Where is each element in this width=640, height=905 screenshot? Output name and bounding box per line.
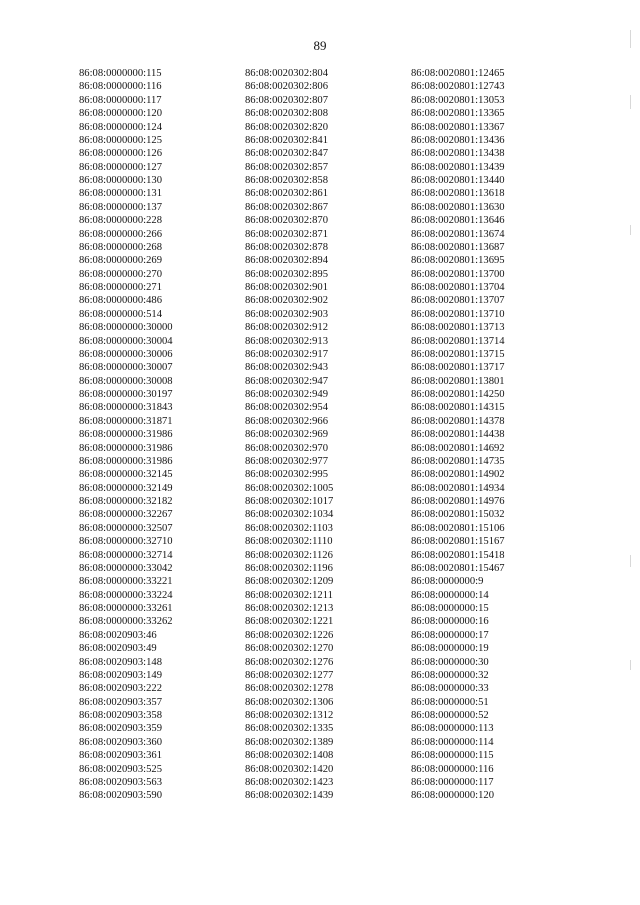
cadastral-number: 86:08:0020801:15106 [411,522,505,534]
cadastral-number: 86:08:0000000:117 [411,776,494,788]
cadastral-number: 86:08:0020801:13710 [411,308,505,320]
cadastral-number: 86:08:0020302:895 [245,268,328,280]
cadastral-number: 86:08:0000000:124 [79,121,162,133]
cadastral-number: 86:08:0000000:52 [411,710,489,721]
cadastral-number: 86:08:0020801:14378 [411,415,505,427]
cadastral-number: 86:08:0000000:15 [411,603,489,614]
cadastral-number: 86:08:0000000:131 [79,188,162,200]
cadastral-number: 86:08:0020801:13439 [411,161,505,173]
cadastral-number: 86:08:0020302:969 [245,429,328,441]
cadastral-number: 86:08:0020302:1312 [245,710,334,721]
cadastral-number: 86:08:0020801:13801 [411,375,505,387]
cadastral-number: 86:08:0000000:30008 [79,375,173,387]
cadastral-number: 86:08:0020302:995 [245,469,328,481]
cadastral-number: 86:08:0020903:361 [79,750,162,762]
cadastral-number: 86:08:0020302:870 [245,215,328,227]
cadastral-number: 86:08:0020302:861 [245,188,328,200]
cadastral-number: 86:08:0020302:1034 [245,509,334,521]
cadastral-number: 86:08:0000000:31986 [79,455,173,467]
cadastral-number: 86:08:0020302:1110 [245,536,333,548]
cadastral-number: 86:08:0020302:966 [245,415,328,427]
cadastral-number: 86:08:0000000:486 [79,295,162,307]
cadastral-number: 86:08:0020302:806 [245,81,328,93]
cadastral-number: 86:08:0000000:268 [79,241,162,253]
cadastral-number: 86:08:0020801:13700 [411,268,505,280]
cadastral-number: 86:08:0000000:116 [79,81,162,93]
cadastral-number: 86:08:0020302:1278 [245,683,334,695]
cadastral-number: 86:08:0020302:1017 [245,496,334,507]
cadastral-number: 86:08:0000000:30000 [79,322,173,334]
cadastral-number: 86:08:0020801:15167 [411,536,505,548]
cadastral-number: 86:08:0000000:19 [411,643,489,655]
cadastral-number: 86:08:0000000:137 [79,201,162,213]
cadastral-number: 86:08:0000000:31986 [79,429,173,441]
cadastral-number: 86:08:0020801:15032 [411,509,505,521]
cadastral-number: 86:08:0020801:13714 [411,335,505,347]
cadastral-number: 86:08:0000000:269 [79,255,162,267]
cadastral-number: 86:08:0020302:1423 [245,776,334,788]
cadastral-number: 86:08:0020801:13365 [411,108,505,120]
cadastral-number: 86:08:0000000:33 [411,683,489,695]
cadastral-number: 86:08:0020302:954 [245,402,328,414]
cadastral-number: 86:08:0000000:33261 [79,603,173,614]
scan-edge-mark [630,555,631,567]
cadastral-number: 86:08:0020801:13717 [411,362,505,374]
cadastral-number: 86:08:0020801:15467 [411,562,505,574]
cadastral-number: 86:08:0020302:912 [245,322,328,334]
cadastral-number: 86:08:0020302:807 [245,94,328,106]
cadastral-number: 86:08:0000000:31843 [79,402,173,414]
cadastral-number: 86:08:0020801:14692 [411,442,505,454]
cadastral-number: 86:08:0020903:358 [79,710,162,721]
cadastral-number: 86:08:0000000:30 [411,656,489,668]
cadastral-number: 86:08:0020903:46 [79,629,157,641]
cadastral-number: 86:08:0020302:878 [245,241,328,253]
cadastral-number: 86:08:0020801:13630 [411,201,505,213]
cadastral-number: 86:08:0000000:117 [79,94,162,106]
cadastral-number: 86:08:0020801:14438 [411,429,505,441]
cadastral-number: 86:08:0000000:32710 [79,536,173,548]
cadastral-number: 86:08:0020302:857 [245,161,328,173]
cadastral-number: 86:08:0020302:1126 [245,549,333,561]
cadastral-number: 86:08:0020302:949 [245,389,328,400]
cadastral-number: 86:08:0000000:113 [411,723,494,735]
cadastral-number: 86:08:0000000:33221 [79,576,173,588]
cadastral-number: 86:08:0020801:13704 [411,282,505,293]
cadastral-number: 86:08:0020903:525 [79,763,162,775]
cadastral-number: 86:08:0020302:820 [245,121,328,133]
cadastral-number: 86:08:0020302:894 [245,255,328,267]
cadastral-number: 86:08:0020903:360 [79,736,162,748]
cadastral-number: 86:08:0000000:270 [79,268,162,280]
cadastral-number: 86:08:0000000:514 [79,308,162,320]
cadastral-number: 86:08:0020801:14976 [411,496,505,507]
cadastral-number: 86:08:0000000:228 [79,215,162,227]
cadastral-number: 86:08:0000000:32714 [79,549,173,561]
scan-edge-mark [630,660,631,670]
cadastral-number: 86:08:0020302:1213 [245,603,334,614]
cadastral-number: 86:08:0020801:13436 [411,134,505,146]
cadastral-number: 86:08:0020302:804 [245,68,328,79]
cadastral-number: 86:08:0000000:33042 [79,562,173,574]
cadastral-number: 86:08:0020302:1226 [245,629,334,641]
cadastral-number: 86:08:0020903:149 [79,669,162,681]
cadastral-number: 86:08:0020801:13674 [411,228,505,240]
cadastral-number: 86:08:0000000:115 [79,68,162,79]
cadastral-number: 86:08:0000000:30197 [79,389,173,400]
cadastral-number: 86:08:0000000:30006 [79,348,173,360]
cadastral-number: 86:08:0020302:1335 [245,723,334,735]
cadastral-number: 86:08:0020302:841 [245,134,328,146]
cadastral-number: 86:08:0020302:943 [245,362,328,374]
cadastral-number: 86:08:0020302:1306 [245,696,334,708]
cadastral-number: 86:08:0020801:13715 [411,348,505,360]
cadastral-number: 86:08:0020801:13707 [411,295,505,307]
cadastral-number: 86:08:0000000:126 [79,148,162,160]
cadastral-number: 86:08:0020302:1005 [245,482,334,494]
cadastral-number: 86:08:0020801:12743 [411,81,505,93]
cadastral-number: 86:08:0020302:1211 [245,589,333,601]
cadastral-number: 86:08:0020801:14735 [411,455,505,467]
cadastral-number: 86:08:0020801:13646 [411,215,505,227]
cadastral-number: 86:08:0020903:590 [79,790,162,802]
cadastral-number: 86:08:0020302:1209 [245,576,334,588]
cadastral-number: 86:08:0020302:1103 [245,522,333,534]
cadastral-number: 86:08:0020903:563 [79,776,162,788]
cadastral-number: 86:08:0000000:30007 [79,362,173,374]
cadastral-number: 86:08:0000000:120 [411,790,494,802]
cadastral-number: 86:08:0020801:13618 [411,188,505,200]
cadastral-number: 86:08:0000000:31986 [79,442,173,454]
cadastral-number: 86:08:0000000:114 [411,736,494,748]
cadastral-number: 86:08:0000000:115 [411,750,494,762]
cadastral-number: 86:08:0020801:14934 [411,482,505,494]
cadastral-number: 86:08:0000000:32182 [79,496,173,507]
cadastral-number: 86:08:0000000:127 [79,161,162,173]
cadastral-number: 86:08:0020801:12465 [411,68,505,79]
cadastral-number: 86:08:0000000:125 [79,134,162,146]
cadastral-number: 86:08:0020302:1270 [245,643,334,655]
cadastral-number: 86:08:0020302:808 [245,108,328,120]
cadastral-number: 86:08:0020801:13440 [411,175,505,186]
cadastral-number: 86:08:0020302:1276 [245,656,334,668]
cadastral-number: 86:08:0020801:13438 [411,148,505,160]
cadastral-number: 86:08:0020302:1408 [245,750,334,762]
cadastral-number: 86:08:0000000:32507 [79,522,173,534]
cadastral-number: 86:08:0020801:14902 [411,469,505,481]
cadastral-number: 86:08:0000000:51 [411,696,489,708]
scan-edge-mark [630,30,631,48]
cadastral-number: 86:08:0020302:1196 [245,562,333,574]
cadastral-number: 86:08:0020302:1420 [245,763,334,775]
cadastral-number-column-2 [245,67,333,803]
cadastral-number: 86:08:0020801:13687 [411,241,505,253]
cadastral-number: 86:08:0000000:9 [411,576,484,588]
cadastral-number-column-1 [79,67,173,803]
scan-edge-mark [630,95,631,109]
cadastral-number: 86:08:0020302:901 [245,282,328,293]
cadastral-number: 86:08:0020302:903 [245,308,328,320]
cadastral-number: 86:08:0000000:32145 [79,469,173,481]
cadastral-number: 86:08:0020302:1277 [245,669,334,681]
cadastral-number: 86:08:0020302:917 [245,348,328,360]
cadastral-number: 86:08:0020801:13695 [411,255,505,267]
cadastral-number: 86:08:0000000:33224 [79,589,173,601]
cadastral-number: 86:08:0000000:31871 [79,415,173,427]
cadastral-number: 86:08:0020302:902 [245,295,328,307]
cadastral-number: 86:08:0020903:359 [79,723,162,735]
cadastral-number: 86:08:0020801:13713 [411,322,505,334]
cadastral-number: 86:08:0020302:1439 [245,790,334,802]
cadastral-number-column-3 [411,67,505,803]
page-number: 89 [313,38,327,53]
cadastral-number: 86:08:0020801:14315 [411,402,505,414]
cadastral-number: 86:08:0020302:871 [245,228,328,240]
cadastral-number: 86:08:0020903:49 [79,643,157,655]
cadastral-number: 86:08:0020801:13367 [411,121,505,133]
cadastral-number: 86:08:0020302:947 [245,375,328,387]
cadastral-number: 86:08:0020302:1389 [245,736,334,748]
cadastral-number: 86:08:0020302:913 [245,335,328,347]
cadastral-number: 86:08:0000000:32 [411,669,489,681]
cadastral-number: 86:08:0020302:867 [245,201,328,213]
cadastral-number: 86:08:0000000:32149 [79,482,173,494]
cadastral-number: 86:08:0020903:222 [79,683,162,695]
cadastral-number: 86:08:0000000:14 [411,589,489,601]
cadastral-number: 86:08:0020302:858 [245,175,328,186]
cadastral-number: 86:08:0000000:32267 [79,509,173,521]
scan-edge-mark [630,225,631,235]
cadastral-number: 86:08:0020302:847 [245,148,328,160]
cadastral-number: 86:08:0020801:15418 [411,549,505,561]
cadastral-number: 86:08:0000000:16 [411,616,489,628]
cadastral-number: 86:08:0020903:148 [79,656,162,668]
cadastral-number: 86:08:0000000:17 [411,629,489,641]
cadastral-number: 86:08:0020302:970 [245,442,328,454]
cadastral-number: 86:08:0020302:1221 [245,616,334,628]
cadastral-number: 86:08:0020801:14250 [411,389,505,400]
cadastral-number: 86:08:0000000:116 [411,763,494,775]
cadastral-number: 86:08:0000000:33262 [79,616,173,628]
cadastral-number: 86:08:0020302:977 [245,455,328,467]
cadastral-number: 86:08:0020903:357 [79,696,162,708]
cadastral-number: 86:08:0000000:271 [79,282,162,293]
cadastral-number: 86:08:0020801:13053 [411,94,505,106]
cadastral-number: 86:08:0000000:266 [79,228,162,240]
cadastral-number: 86:08:0000000:120 [79,108,162,120]
cadastral-number: 86:08:0000000:30004 [79,335,173,347]
cadastral-number: 86:08:0000000:130 [79,175,162,186]
